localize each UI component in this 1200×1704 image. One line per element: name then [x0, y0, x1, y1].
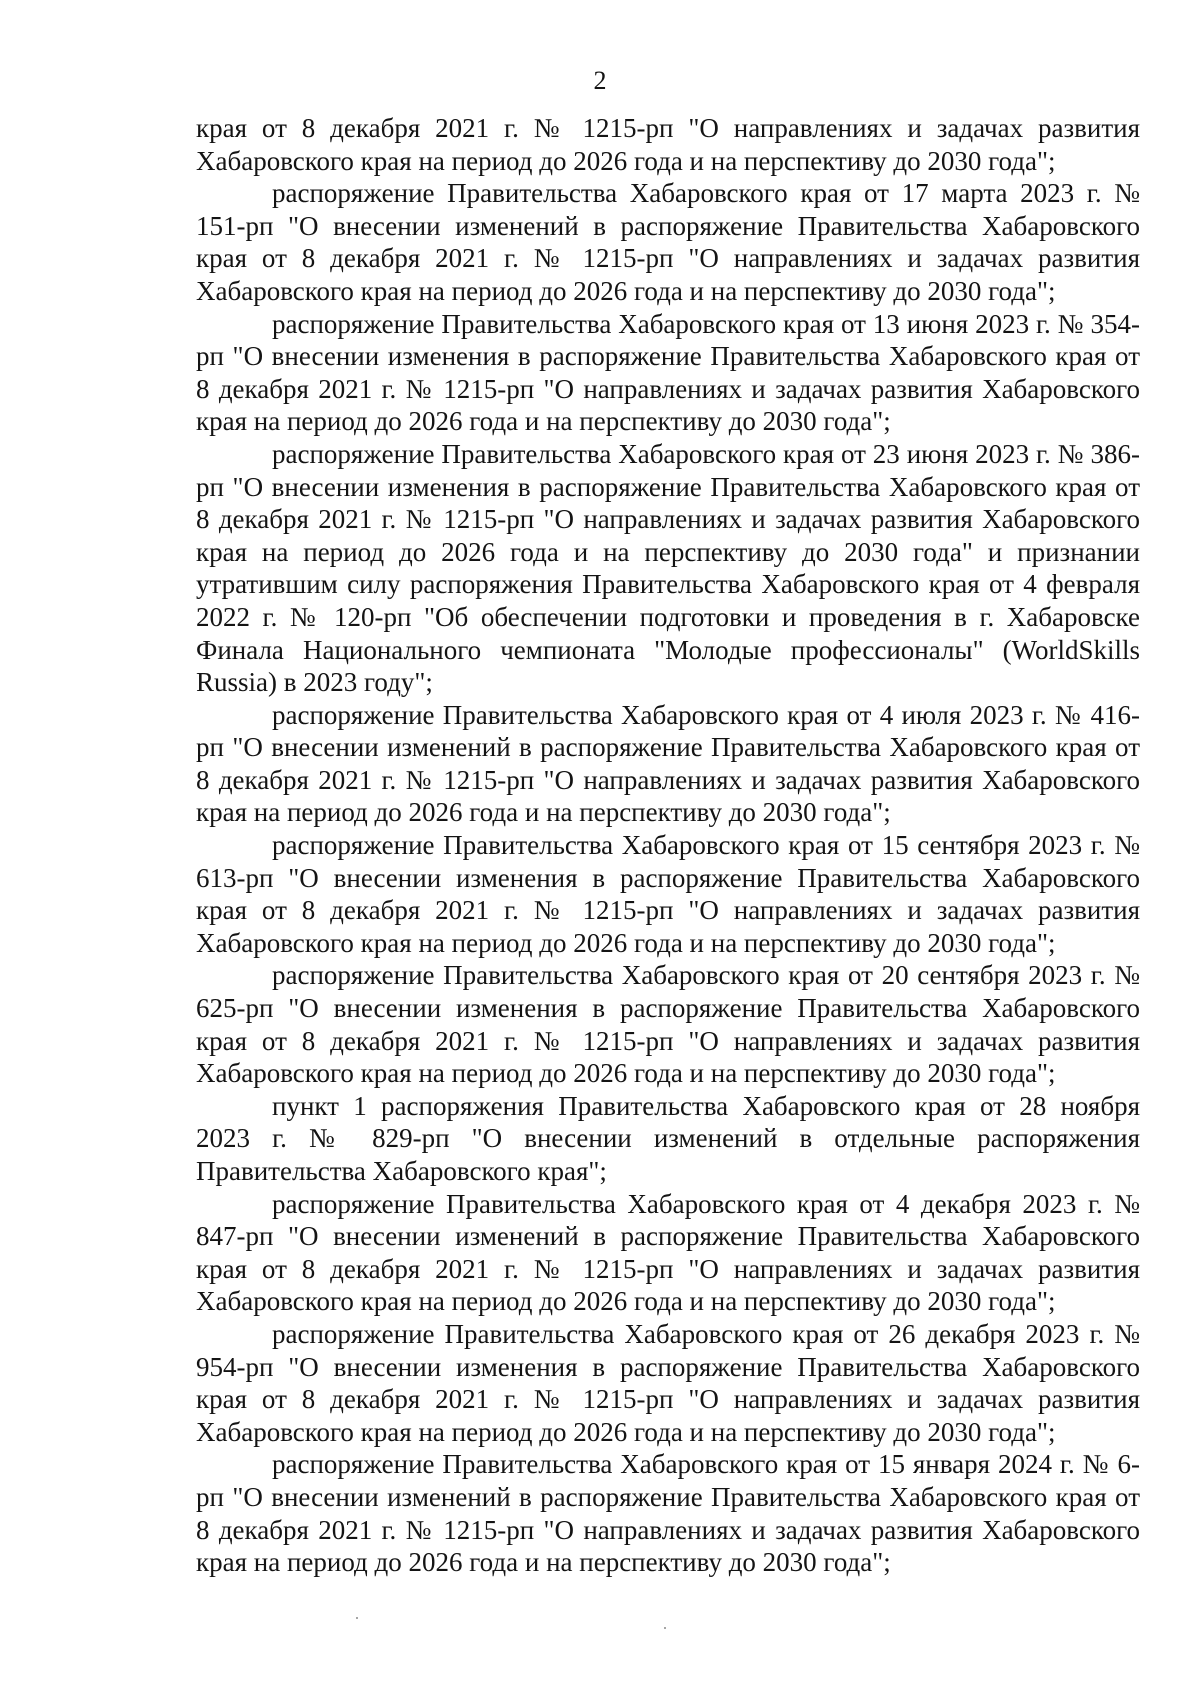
- paragraph-order-613: распоряжение Правительства Хабаровского края от 15 сентября 2023 г. № 613-рп "О внесении изменения в распоряжение Правительства Хабаровского края от 8 декабря 2021 г. № 1215-рп "О направлениях и задачах развития Хабаровского края на период до 2026 года и на перспективу до 2030 года";: [196, 830, 1140, 958]
- paragraph-order-829: пункт 1 распоряжения Правительства Хабаровского края от 28 ноября 2023 г. № 829-рп "О внесении изменений в отдельные распоряжения Правительства Хабаровского края";: [196, 1090, 1140, 1186]
- paragraph-order-6: распоряжение Правительства Хабаровского края от 15 января 2024 г. № 6-рп "О внесении изменений в распоряжение Правительства Хабаровского края от 8 декабря 2021 г. № 1215-рп "О направлениях и задачах развития Хабаровского края на период до 2026 года и на перспективу до 2030 года";: [196, 1449, 1140, 1578]
- document-body: [196, 112, 1140, 1579]
- scan-speck: [356, 1617, 358, 1619]
- paragraph-order-625: распоряжение Правительства Хабаровского края от 20 сентября 2023 г. № 625-рп "О внесении изменения в распоряжение Правительства Хабаровского края от 8 декабря 2021 г. № 1215-рп "О направлениях и задачах развития Хабаровского края на период до 2026 года и на перспективу до 2030 года";: [196, 960, 1140, 1089]
- paragraph-order-954: распоряжение Правительства Хабаровского края от 26 декабря 2023 г. № 954-рп "О внесении изменения в распоряжение Правительства Хабаровского края от 8 декабря 2021 г. № 1215-рп "О направлениях и задачах развития Хабаровского края на период до 2026 года и на перспективу до 2030 года";: [196, 1318, 1140, 1447]
- paragraph-order-386: распоряжение Правительства Хабаровского края от 23 июня 2023 г. № 386-рп "О внесении изменения в распоряжение Правительства Хабаровского края от 8 декабря 2021 г. № 1215-рп "О направлениях и задачах развития Хабаровского края на период до 2026 года и на перспективу до 2030 года" и признании утратившим силу распоряжения Правительства Хабаровского края от 4 февраля 2022 г. № 120-рп "Об обеспечении подготовки и проведения в г. Хабаровске Финала Национального чемпионата "Молодые профессионалы" (WorldSkills Russia) в 2023 году";: [196, 438, 1140, 698]
- paragraph-continuation: края от 8 декабря 2021 г. № 1215-рп "О направлениях и задачах развития Хабаровского края на период до 2026 года и на перспективу до 2030 года";: [196, 113, 1140, 176]
- paragraph-order-151: распоряжение Правительства Хабаровского края от 17 марта 2023 г. № 151-рп "О внесении изменений в распоряжение Правительства Хабаровского края от 8 декабря 2021 г. № 1215-рп "О направлениях и задачах развития Хабаровского края на период до 2026 года и на перспективу до 2030 года";: [196, 178, 1140, 306]
- paragraph-order-847: распоряжение Правительства Хабаровского края от 4 декабря 2023 г. № 847-рп "О внесении изменений в распоряжение Правительства Хабаровского края от 8 декабря 2021 г. № 1215-рп "О направлениях и задачах развития Хабаровского края на период до 2026 года и на перспективу до 2030 года";: [196, 1188, 1140, 1317]
- paragraph-order-416: распоряжение Правительства Хабаровского края от 4 июля 2023 г. № 416-рп "О внесении изменений в распоряжение Правительства Хабаровского края от 8 декабря 2021 г. № 1215-рп "О направлениях и задачах развития Хабаровского края на период до 2026 года и на перспективу до 2030 года";: [196, 699, 1140, 828]
- paragraph-order-354: распоряжение Правительства Хабаровского края от 13 июня 2023 г. № 354-рп "О внесении изменения в распоряжение Правительства Хабаровского края от 8 декабря 2021 г. № 1215-рп "О направлениях и задачах развития Хабаровского края на период до 2026 года и на перспективу до 2030 года";: [196, 308, 1140, 437]
- scan-speck: [664, 1627, 666, 1629]
- page-number: 2: [593, 66, 607, 95]
